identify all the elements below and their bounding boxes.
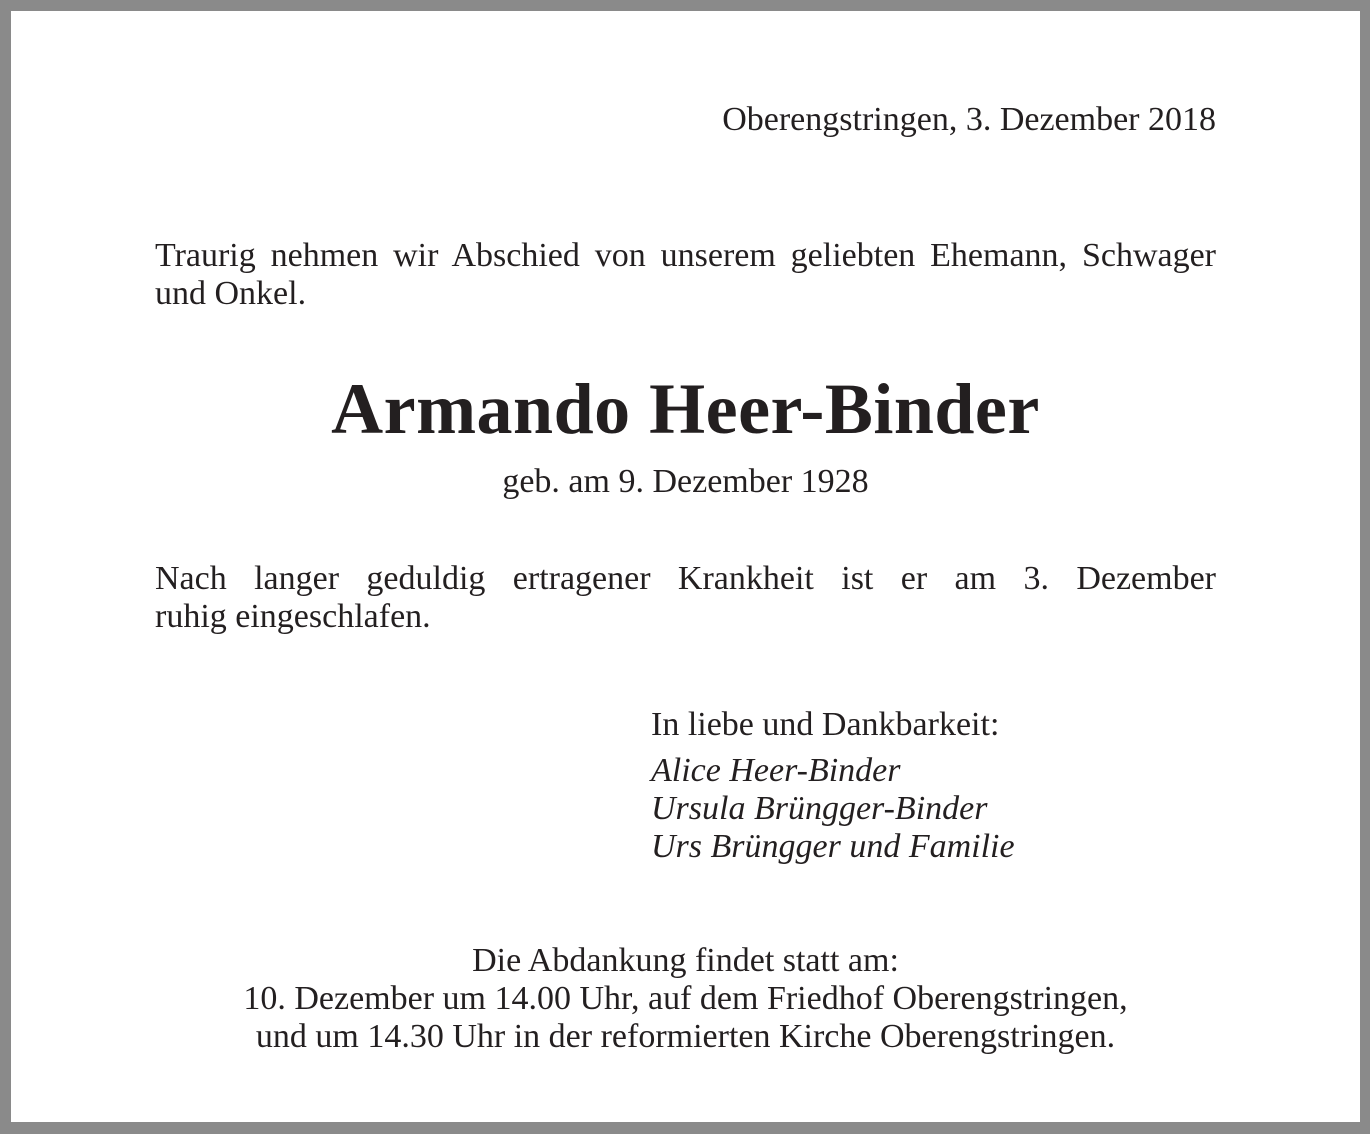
service-info (95, 942, 1276, 1056)
service-line-3: und um 14.30 Uhr in der reformierten Kirche Oberengstringen. (255, 1018, 1116, 1055)
mourner-name: Urs Brüngger und Familie (651, 828, 1015, 865)
mourner-name: Ursula Brüngger-Binder (651, 790, 988, 827)
service-line-1: Die Abdankung findet statt am: (472, 942, 899, 979)
deceased-name: Armando Heer-Binder (331, 369, 1040, 449)
notice-content (155, 11, 1216, 1122)
place-date: Oberengstringen, 3. Dezember 2018 (722, 101, 1216, 138)
service-line-2: 10. Dezember um 14.00 Uhr, auf dem Friedhof Oberengstringen, (243, 980, 1128, 1017)
passing-line-2: ruhig eingeschlafen. (155, 598, 431, 635)
mourners-block (651, 706, 1015, 866)
intro-line-2: Schwager und Onkel. (155, 237, 1216, 312)
passing-line-1: Nach langer geduldig ertragener Krankheit ist er am 3. Dezember (155, 560, 1216, 597)
mourners-heading: In liebe und Dankbarkeit: (651, 706, 1000, 743)
obituary-notice (11, 11, 1360, 1122)
intro-text (155, 237, 1216, 313)
passing-text (155, 560, 1216, 636)
mourner-name: Alice Heer-Binder (651, 752, 901, 789)
intro-line-1: Traurig nehmen wir Abschied von unserem geliebten Ehemann, (155, 237, 1068, 274)
birth-date: geb. am 9. Dezember 1928 (502, 463, 869, 500)
